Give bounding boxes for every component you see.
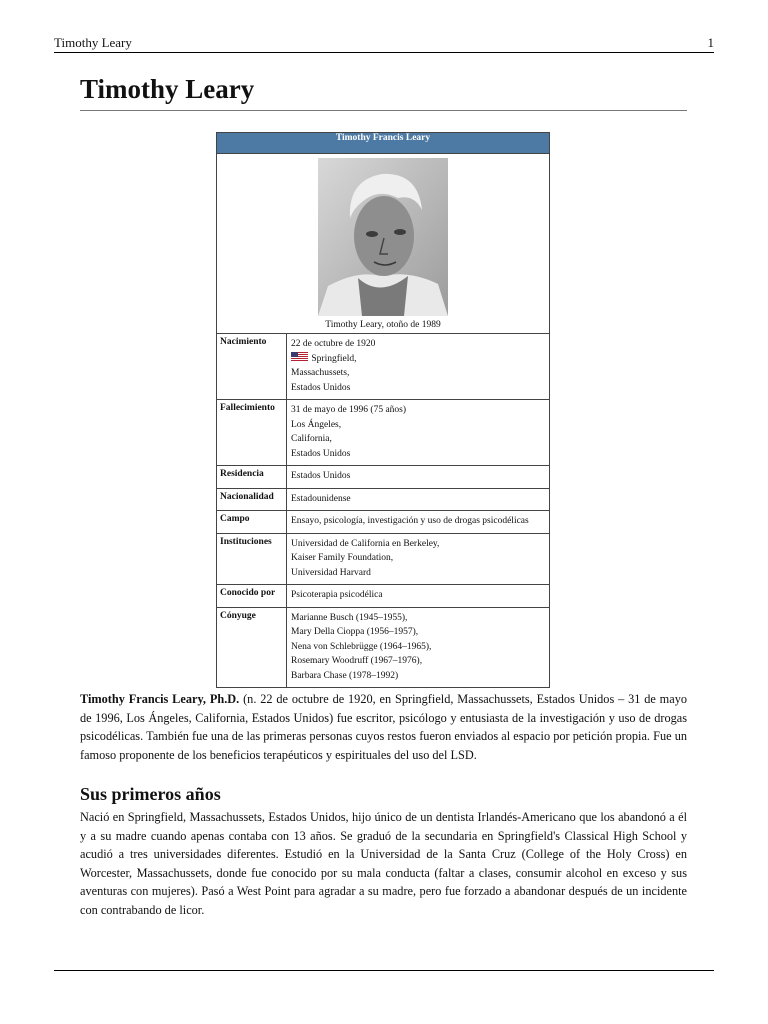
infobox-row <box>217 585 550 608</box>
infobox-value-line: Estados Unidos <box>291 382 351 393</box>
infobox-heading: Timothy Francis Leary <box>217 133 550 154</box>
infobox-value <box>287 585 550 608</box>
infobox-row <box>217 511 550 534</box>
infobox-value-line: Kaiser Family Foundation, <box>291 553 394 563</box>
infobox-value-line: Springfield, <box>311 353 357 364</box>
infobox-label: Cónyuge <box>217 607 287 688</box>
infobox-value-line: Barbara Chase (1978–1992) <box>291 670 399 681</box>
infobox-label: Instituciones <box>217 533 287 585</box>
infobox-rows <box>217 334 550 688</box>
infobox-value-line: Nena von Schlebrügge (1964–1965), <box>291 641 432 652</box>
infobox-value-line: Psicoterapia psicodélica <box>291 590 383 600</box>
infobox-value-line: Estados Unidos <box>291 448 351 459</box>
page-title: Timothy Leary <box>80 72 687 111</box>
infobox-value <box>287 334 550 400</box>
infobox-row <box>217 466 550 489</box>
lead-bold-name: Timothy Francis Leary, Ph.D. <box>80 692 240 706</box>
us-flag-icon <box>291 352 308 362</box>
running-header-title: Timothy Leary <box>54 35 132 50</box>
infobox-value-line: Estadounidense <box>291 493 351 504</box>
running-header <box>54 36 714 53</box>
infobox-row <box>217 334 550 400</box>
infobox-row <box>217 607 550 688</box>
footer-rule <box>54 970 714 971</box>
infobox-value <box>287 511 550 534</box>
infobox-value-line: Ensayo, psicología, investigación y uso de drogas psicodélicas <box>291 516 529 526</box>
infobox-row <box>217 488 550 511</box>
infobox-label: Nacionalidad <box>217 488 287 511</box>
page-number: 1 <box>707 35 714 50</box>
section-heading: Sus primeros años <box>80 784 221 804</box>
infobox-value <box>287 607 550 688</box>
infobox-row <box>217 400 550 466</box>
lead-paragraph <box>80 690 687 764</box>
infobox-label: Campo <box>217 511 287 534</box>
infobox-label: Conocido por <box>217 585 287 608</box>
infobox-row <box>217 533 550 585</box>
infobox-value-line: Mary Della Cioppa (1956–1957), <box>291 627 419 637</box>
infobox-value-line: Rosemary Woodruff (1967–1976), <box>291 656 423 666</box>
portrait-photo <box>318 158 448 316</box>
infobox-value-line: Universidad de California en Berkeley, <box>291 538 440 549</box>
infobox-value-line: 31 de mayo de 1996 (75 años) <box>291 405 407 415</box>
infobox-label: Nacimiento <box>217 334 287 400</box>
infobox-value-line: Los Ángeles, <box>291 419 342 430</box>
image-caption: Timothy Leary, otoño de 1989 <box>325 320 441 330</box>
infobox-value <box>287 400 550 466</box>
infobox-value-line: Marianne Busch (1945–1955), <box>291 612 408 623</box>
infobox-value <box>287 488 550 511</box>
infobox-value-line: California, <box>291 434 332 444</box>
infobox-value <box>287 533 550 585</box>
infobox-value-line: 22 de octubre de 1920 <box>291 339 376 349</box>
infobox <box>216 132 550 688</box>
lead-text: (n. 22 de octubre de 1920, en Springfield, Massachussets, Estados Unidos – 31 de mayo de 1996, Los Ángeles, California, Estados Unidos) fue escritor, psicólogo y entusiasta de la investigación y uso de drogas psicodélicas. También fue una de las primeras personas cuyos restos fueron enviados al espacio por petición propia. Fue un famoso proponente de los beneficios terapéuticos y espirituales del uso del LSD. <box>80 692 688 762</box>
section-paragraph: Nació en Springfield, Massachussets, Estados Unidos, hijo único de un dentista Irlandés-Americano que los abandonó a él y a su madre cuando apenas contaba con 13 años. Se graduó de la secundaria en Springfield's Classical High School y acudió a tres universidades diferentes. Estudió en la Universidad de la Santa Cruz (College of the Holy Cross) en Worcester, Massachussets, donde fue conocido por su mala conducta (faltar a clases, consumir alcohol en exceso y sus aventuras con mujeres). Pasó a West Point para agradar a su madre, pero fue forzado a abandonar después de un incidente con contrabando de licor. <box>80 810 687 917</box>
infobox-label: Residencia <box>217 466 287 489</box>
infobox-label: Fallecimiento <box>217 400 287 466</box>
infobox-value-line: Estados Unidos <box>291 471 351 481</box>
infobox-value-line: Massachussets, <box>291 368 350 378</box>
infobox-value-line: Universidad Harvard <box>291 567 371 578</box>
infobox-value <box>287 466 550 489</box>
